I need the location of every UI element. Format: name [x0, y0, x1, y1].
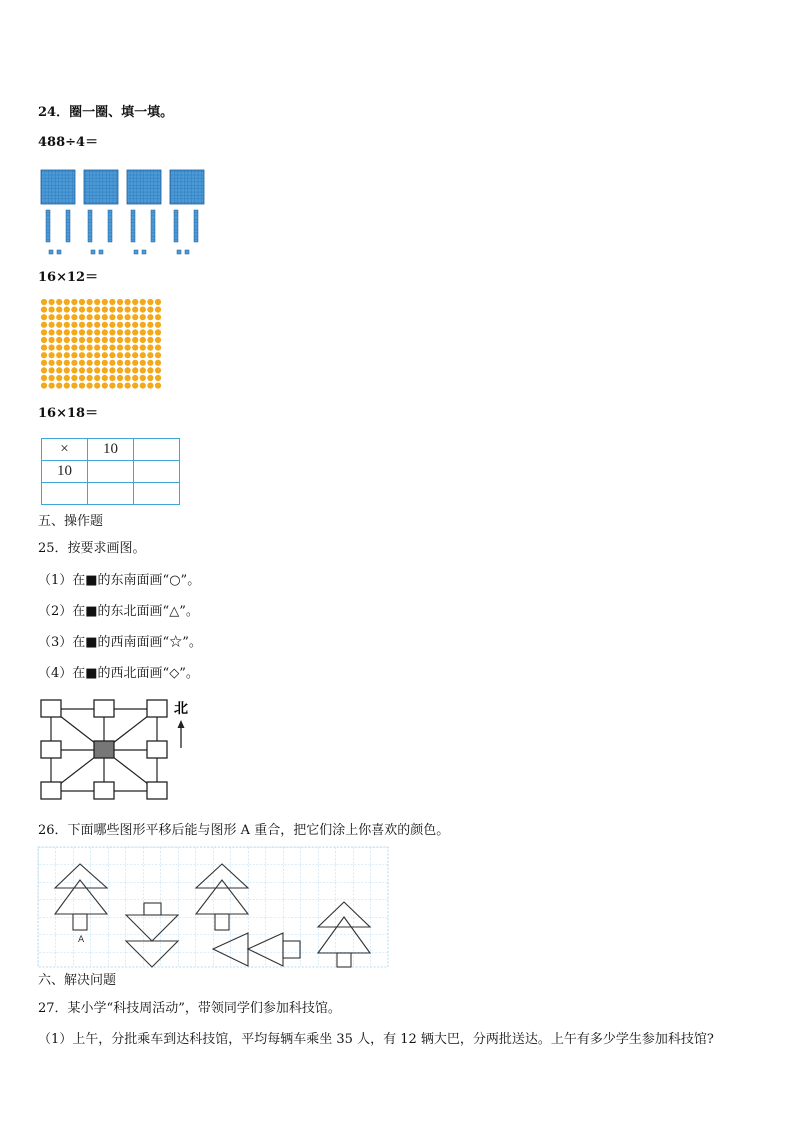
counting-dot — [132, 375, 138, 381]
counting-dot — [87, 383, 93, 389]
counting-dot — [56, 307, 62, 313]
counting-dot — [49, 375, 55, 381]
counting-dot — [87, 322, 93, 328]
counting-dot — [56, 314, 62, 320]
counting-dot — [102, 314, 108, 320]
shape-a-label: A — [78, 935, 85, 945]
counting-dot — [56, 375, 62, 381]
counting-dot — [125, 367, 131, 373]
base-ten-blocks — [38, 168, 208, 258]
counting-dot — [132, 383, 138, 389]
unit-cubes — [49, 250, 189, 254]
counting-dot — [125, 337, 131, 343]
counting-dot — [155, 314, 161, 320]
counting-dot — [49, 314, 55, 320]
counting-dot — [109, 337, 115, 343]
counting-dot — [56, 383, 62, 389]
counting-dot — [109, 352, 115, 358]
counting-dot — [125, 375, 131, 381]
counting-dot — [49, 352, 55, 358]
center-box — [94, 741, 114, 758]
counting-dot — [79, 299, 85, 305]
counting-dot — [109, 322, 115, 328]
ten-rod — [131, 210, 135, 242]
counting-dot — [94, 307, 100, 313]
counting-dot — [41, 383, 47, 389]
node-box — [41, 741, 61, 758]
counting-dot — [71, 337, 77, 343]
counting-dot — [49, 383, 55, 389]
north-label: 北 — [174, 701, 188, 717]
counting-dot — [155, 383, 161, 389]
counting-dot — [140, 322, 146, 328]
counting-dot — [41, 329, 47, 335]
counting-dot — [79, 352, 85, 358]
counting-dot — [71, 360, 77, 366]
counting-dot — [147, 314, 153, 320]
counting-dot — [109, 383, 115, 389]
counting-dot — [87, 345, 93, 351]
counting-dot — [79, 345, 85, 351]
counting-dot — [71, 322, 77, 328]
counting-dot — [102, 299, 108, 305]
counting-dot — [117, 329, 123, 335]
counting-dot — [71, 383, 77, 389]
counting-dot — [132, 314, 138, 320]
counting-dot — [155, 360, 161, 366]
ten-rod — [66, 210, 70, 242]
counting-dot — [56, 337, 62, 343]
counting-dot — [41, 322, 47, 328]
counting-dot — [140, 352, 146, 358]
counting-dot — [147, 352, 153, 358]
counting-dot — [140, 299, 146, 305]
counting-dot — [64, 322, 70, 328]
counting-dot — [132, 307, 138, 313]
counting-dot — [117, 307, 123, 313]
counting-dot — [155, 367, 161, 373]
direction-diagram — [40, 698, 200, 803]
counting-dot — [41, 367, 47, 373]
counting-dot — [147, 345, 153, 351]
counting-dot — [64, 329, 70, 335]
counting-dot — [56, 299, 62, 305]
counting-dot — [56, 352, 62, 358]
counting-dot — [49, 360, 55, 366]
counting-dot — [94, 352, 100, 358]
counting-dot — [125, 329, 131, 335]
counting-dot — [41, 360, 47, 366]
counting-dot — [147, 337, 153, 343]
counting-dot — [117, 352, 123, 358]
counting-dot — [71, 367, 77, 373]
ten-rod — [174, 210, 178, 242]
multiplication-table — [41, 438, 180, 505]
counting-dot — [102, 352, 108, 358]
counting-dot — [71, 345, 77, 351]
counting-dot — [140, 307, 146, 313]
ten-rod — [46, 210, 50, 242]
hundred-flat — [84, 170, 118, 204]
q25-item-3: （3）在■的西南面画“☆”。 — [38, 635, 202, 650]
counting-dot — [41, 337, 47, 343]
counting-dot — [41, 375, 47, 381]
counting-dot — [117, 345, 123, 351]
counting-dot — [71, 307, 77, 313]
counting-dot — [56, 360, 62, 366]
counting-dot — [64, 337, 70, 343]
counting-dot — [147, 322, 153, 328]
counting-dot — [64, 360, 70, 366]
counting-dot — [132, 337, 138, 343]
q27-part-1: （1）上午，分批乘车到达科技馆，平均每辆车乘坐 35 人，有 12 辆大巴，分两批送达。上午有多少学生参加科技馆? — [38, 1032, 714, 1047]
counting-dot — [109, 345, 115, 351]
counting-dot — [125, 314, 131, 320]
counting-dot — [117, 337, 123, 343]
hundred-flats — [41, 170, 204, 204]
ten-rods — [46, 210, 198, 242]
counting-dot — [64, 375, 70, 381]
counting-dot — [155, 329, 161, 335]
counting-dot — [140, 337, 146, 343]
counting-dot — [132, 329, 138, 335]
section-six-title: 六、解决问题 — [38, 973, 117, 988]
table-cell[interactable] — [134, 439, 180, 461]
counting-dot — [87, 314, 93, 320]
hundred-flat — [127, 170, 161, 204]
counting-dot — [87, 360, 93, 366]
counting-dot — [117, 383, 123, 389]
counting-dot — [102, 337, 108, 343]
counting-dot — [87, 375, 93, 381]
counting-dot — [71, 352, 77, 358]
counting-dot — [155, 337, 161, 343]
counting-dot — [56, 345, 62, 351]
counting-dot — [132, 299, 138, 305]
counting-dot — [79, 375, 85, 381]
counting-dot — [64, 367, 70, 373]
counting-dot — [117, 322, 123, 328]
counting-dot — [102, 329, 108, 335]
q24-expr-mult-1: 16×12＝ — [38, 270, 99, 285]
ten-rod — [108, 210, 112, 242]
counting-dot — [79, 322, 85, 328]
counting-dot — [117, 299, 123, 305]
q25-heading: 25．按要求画图。 — [38, 541, 146, 556]
q24-expr-mult-2: 16×18＝ — [38, 406, 99, 421]
counting-dot — [87, 352, 93, 358]
counting-dot — [41, 345, 47, 351]
counting-dot — [109, 375, 115, 381]
counting-dot — [125, 345, 131, 351]
counting-dot — [87, 307, 93, 313]
counting-dot — [125, 307, 131, 313]
counting-dot — [140, 329, 146, 335]
counting-dot — [102, 367, 108, 373]
counting-dot — [64, 383, 70, 389]
counting-dot — [64, 352, 70, 358]
counting-dot — [155, 322, 161, 328]
q25-item-2: （2）在■的东北面画“△”。 — [38, 604, 199, 619]
counting-dot — [94, 337, 100, 343]
counting-dot — [87, 367, 93, 373]
counting-dot — [71, 314, 77, 320]
counting-dot — [132, 322, 138, 328]
counting-dot — [79, 307, 85, 313]
counting-dot — [132, 360, 138, 366]
section-five-title: 五、操作题 — [38, 514, 104, 529]
counting-dot — [125, 299, 131, 305]
counting-dot — [94, 383, 100, 389]
node-box — [94, 700, 114, 717]
counting-dot — [79, 314, 85, 320]
counting-dot — [87, 299, 93, 305]
counting-dot — [125, 322, 131, 328]
counting-dot — [117, 375, 123, 381]
counting-dot — [155, 345, 161, 351]
counting-dot — [109, 329, 115, 335]
counting-dot — [132, 352, 138, 358]
ten-rod — [194, 210, 198, 242]
counting-dot — [147, 329, 153, 335]
counting-dot — [56, 329, 62, 335]
table-cell: 10 — [42, 461, 88, 483]
counting-dot — [49, 307, 55, 313]
q25-item-1: （1）在■的东南面画“○”。 — [38, 573, 201, 588]
counting-dot — [140, 375, 146, 381]
table-cell[interactable] — [42, 483, 88, 505]
counting-dot — [94, 375, 100, 381]
q24-expr-division: 488÷4＝ — [38, 135, 99, 150]
node-box — [147, 782, 167, 799]
counting-dot — [155, 375, 161, 381]
table-cell: 10 — [88, 439, 134, 461]
translation-grid — [38, 847, 390, 969]
table-cell[interactable] — [134, 461, 180, 483]
ten-rod — [151, 210, 155, 242]
counting-dot — [117, 360, 123, 366]
counting-dot — [102, 383, 108, 389]
q26-heading: 26．下面哪些图形平移后能与图形 A 重合，把它们涂上你喜欢的颜色。 — [38, 823, 450, 838]
north-arrow-icon — [178, 720, 185, 748]
counting-dot — [102, 307, 108, 313]
counting-dot — [94, 299, 100, 305]
counting-dot — [49, 345, 55, 351]
counting-dot — [71, 375, 77, 381]
node-box — [41, 782, 61, 799]
counting-dot — [94, 367, 100, 373]
counting-dot — [94, 360, 100, 366]
counting-dot — [49, 329, 55, 335]
counting-dot — [94, 314, 100, 320]
counting-dot — [94, 329, 100, 335]
counting-dot — [41, 314, 47, 320]
counting-dot — [155, 352, 161, 358]
counting-dot — [109, 307, 115, 313]
q25-item-4: （4）在■的西北面画“◇”。 — [38, 666, 199, 681]
hundred-flat — [170, 170, 204, 204]
counting-dot — [79, 383, 85, 389]
node-box — [94, 782, 114, 799]
counting-dot — [147, 299, 153, 305]
counting-dot — [140, 383, 146, 389]
table-cell[interactable] — [134, 483, 180, 505]
counting-dot — [102, 375, 108, 381]
counting-dot — [79, 329, 85, 335]
table-cell: × — [42, 439, 88, 461]
counting-dot — [125, 360, 131, 366]
counting-dot — [49, 322, 55, 328]
counting-dot — [79, 337, 85, 343]
counting-dot — [155, 299, 161, 305]
counting-dot — [132, 345, 138, 351]
counting-dot — [64, 314, 70, 320]
counting-dot — [102, 322, 108, 328]
counting-dot — [147, 367, 153, 373]
counting-dot — [64, 345, 70, 351]
counting-dot — [140, 360, 146, 366]
counting-dot — [147, 360, 153, 366]
counting-dot — [41, 307, 47, 313]
q27-heading: 27．某小学“科技周活动”，带领同学们参加科技馆。 — [38, 1001, 341, 1016]
q24-heading: 24．圈一圈、填一填。 — [38, 105, 174, 120]
counting-dot — [56, 322, 62, 328]
counting-dot — [117, 314, 123, 320]
counting-dot — [79, 367, 85, 373]
counting-dot — [109, 367, 115, 373]
node-box — [147, 700, 167, 717]
node-box — [41, 700, 61, 717]
counting-dot — [49, 367, 55, 373]
counting-dot — [155, 307, 161, 313]
table-cell[interactable] — [88, 461, 134, 483]
counting-dot — [49, 337, 55, 343]
counting-dot — [140, 367, 146, 373]
counting-dot — [87, 329, 93, 335]
counting-dot — [117, 367, 123, 373]
node-box — [147, 741, 167, 758]
counting-dot — [140, 345, 146, 351]
ten-rod — [88, 210, 92, 242]
counting-dot — [147, 383, 153, 389]
counting-dot — [147, 307, 153, 313]
hundred-flat — [41, 170, 75, 204]
counting-dot — [41, 299, 47, 305]
counting-dot — [64, 307, 70, 313]
counting-dot — [56, 367, 62, 373]
counting-dot — [94, 322, 100, 328]
counting-dot — [64, 299, 70, 305]
counting-dot — [41, 352, 47, 358]
dot-array — [40, 298, 165, 393]
counting-dot — [79, 360, 85, 366]
counting-dot — [109, 299, 115, 305]
counting-dot — [102, 345, 108, 351]
counting-dot — [109, 360, 115, 366]
counting-dot — [94, 345, 100, 351]
counting-dot — [49, 299, 55, 305]
counting-dot — [87, 337, 93, 343]
table-cell[interactable] — [88, 483, 134, 505]
counting-dot — [132, 367, 138, 373]
counting-dot — [109, 314, 115, 320]
counting-dot — [147, 375, 153, 381]
counting-dot — [140, 314, 146, 320]
counting-dot — [102, 360, 108, 366]
counting-dot — [125, 383, 131, 389]
counting-dot — [71, 299, 77, 305]
counting-dot — [125, 352, 131, 358]
counting-dot — [71, 329, 77, 335]
